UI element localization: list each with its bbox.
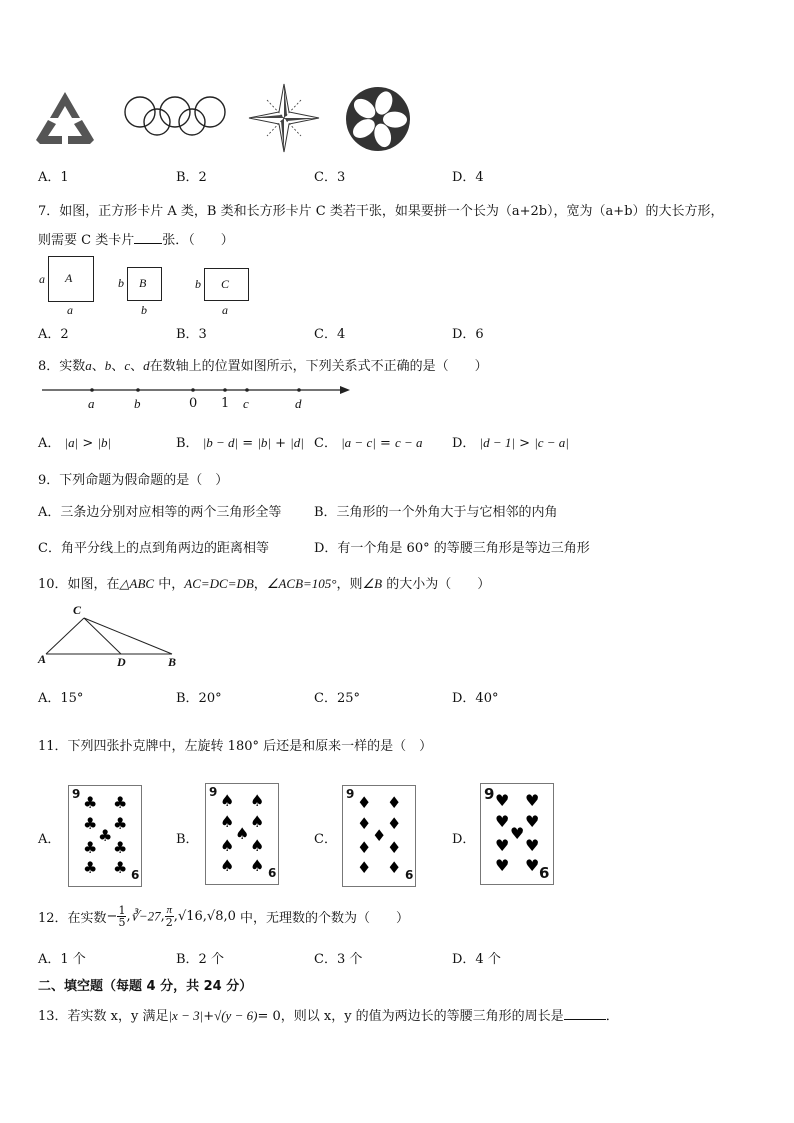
q11-card-spades[interactable]	[205, 783, 279, 885]
q7-text-post: 张．（ ）	[162, 233, 234, 248]
q13-sqrt-expr: √(y − 6)	[214, 1008, 258, 1023]
q12-option-c[interactable]: C．3 个	[314, 952, 363, 967]
diamond-icon: ♦	[357, 838, 372, 857]
recycle-symbol-icon	[34, 90, 96, 146]
q8-option-b-term2: |d|	[290, 435, 304, 450]
q11-card-spades-rank-bottom: 6	[268, 866, 277, 880]
q11-card-clubs-rank-bottom: 6	[131, 868, 140, 882]
q12-option-a[interactable]: A．1 个	[38, 952, 86, 967]
q10-target: ∠B	[362, 576, 383, 591]
q10-option-c[interactable]: C．25°	[314, 691, 360, 706]
q12-comma-5: ,	[223, 909, 228, 924]
club-icon: ♣	[83, 814, 98, 833]
q8-var-b: b	[104, 358, 112, 373]
heart-icon: ♥	[525, 856, 540, 875]
diamond-icon: ♦	[357, 814, 372, 833]
q10-triangle: △ABC	[119, 576, 155, 591]
q7-card-c-bottom-label: a	[222, 303, 228, 317]
q11-card-hearts[interactable]	[480, 783, 554, 885]
q10-label-b: B	[168, 655, 177, 669]
q8-sep-2: 、	[111, 359, 125, 374]
q8-sep-1: 、	[91, 359, 105, 374]
q13-abs-expr: |x − 3|	[168, 1008, 204, 1023]
q6-option-a[interactable]: A．1	[38, 170, 69, 185]
q8-option-b-letter: B．	[176, 436, 199, 451]
q13-text	[38, 1005, 619, 1024]
q10-equality: AC=DC=DB	[184, 576, 254, 591]
spade-icon: ♠	[250, 836, 265, 855]
q10-triangle-figure	[44, 612, 184, 660]
q7-card-c-side-label: b	[195, 277, 201, 291]
spade-icon: ♠	[250, 856, 265, 875]
q8-option-d-letter: D．	[452, 436, 476, 451]
q11-card-hearts-rank-bottom: 6	[539, 864, 550, 882]
q10-mid1: 中，	[154, 577, 185, 592]
heart-icon: ♥	[495, 836, 510, 855]
q11-card-clubs[interactable]	[68, 785, 142, 887]
q8-text	[38, 355, 488, 374]
q9-option-b[interactable]: B．三角形的一个外角大于与它相邻的内角	[314, 505, 558, 520]
q12-sqrt8: √8	[206, 909, 224, 924]
heart-icon: ♥	[525, 791, 540, 810]
q12-option-d[interactable]: D．4 个	[452, 952, 501, 967]
q12-fraction-pi-2	[165, 905, 174, 928]
heart-icon: ♥	[525, 812, 540, 831]
q8-option-a-rhs: |b|	[97, 435, 112, 450]
q7-option-b[interactable]: B．3	[176, 327, 207, 342]
q10-option-d[interactable]: D．40°	[452, 691, 499, 706]
q10-option-a[interactable]: A．15°	[38, 691, 84, 706]
q12-cbrt-neg27: ∛−27	[130, 908, 161, 924]
q13-text-pre: 13．若实数 x，y 满足	[38, 1009, 169, 1024]
q7-card-a-bottom-label: a	[67, 303, 73, 317]
q8-option-a-letter: A．	[38, 436, 61, 451]
q9-text: 9．下列命题为假命题的是（ ）	[38, 473, 229, 488]
diamond-icon: ♦	[357, 793, 372, 812]
q11-card-clubs-rank-top: 9	[72, 787, 81, 801]
q8-axis-label-c: c	[243, 396, 249, 411]
q12-frac1-num: 1	[118, 904, 126, 917]
club-icon: ♣	[98, 826, 113, 845]
q8-text-post: 在数轴上的位置如图所示，下列关系式不正确的是（ ）	[149, 359, 488, 374]
q8-option-d-rhs: |c − a|	[534, 435, 569, 450]
q11-option-c-letter[interactable]: C．	[314, 832, 337, 847]
heart-icon: ♥	[495, 812, 510, 831]
q8-axis-label-a: a	[88, 396, 95, 411]
q7-answer-blank[interactable]	[134, 231, 162, 244]
q8-option-d[interactable]	[452, 432, 569, 451]
q8-text-pre: 8．实数	[38, 359, 86, 374]
q6-option-d[interactable]: D．4	[452, 170, 484, 185]
club-icon: ♣	[113, 858, 128, 877]
q10-text-post: 的大小为（ ）	[382, 577, 491, 592]
q12-comma-3: ,	[173, 909, 178, 924]
q8-number-line	[38, 380, 358, 400]
q7-option-c[interactable]: C．4	[314, 327, 346, 342]
q11-card-spades-rank-top: 9	[209, 785, 218, 799]
q8-option-a[interactable]	[38, 432, 111, 451]
club-icon: ♣	[113, 838, 128, 857]
q8-option-b-op: =	[242, 436, 254, 451]
q8-axis-label-b: b	[134, 396, 141, 411]
club-icon: ♣	[83, 793, 98, 812]
q11-option-d-letter[interactable]: D．	[452, 832, 476, 847]
q8-option-c-rhs: c − a	[394, 435, 423, 450]
q12-frac1-den: 5	[118, 916, 126, 929]
club-icon: ♣	[83, 858, 98, 877]
q7-card-b-label: B	[139, 276, 147, 290]
q11-option-b-letter[interactable]: B．	[176, 832, 199, 847]
q8-axis-label-1: 1	[221, 396, 230, 411]
q10-mid2: ，	[253, 577, 267, 592]
q8-option-b[interactable]	[176, 432, 304, 451]
q8-option-b-plus: +	[275, 436, 287, 451]
q7-card-b	[127, 267, 162, 301]
spade-icon: ♠	[220, 812, 235, 831]
diamond-icon: ♦	[387, 858, 402, 877]
q12-option-b[interactable]: B．2 个	[176, 952, 224, 967]
heart-icon: ♥	[525, 836, 540, 855]
q8-var-a: a	[85, 358, 92, 373]
q10-label-d: D	[117, 655, 126, 669]
q12-comma-1: ,	[126, 909, 131, 924]
spade-icon: ♠	[250, 812, 265, 831]
diamond-icon: ♦	[372, 826, 387, 845]
diamond-icon: ♦	[387, 793, 402, 812]
q8-option-c-letter: C．	[314, 436, 337, 451]
section-heading-fill-in: 二、填空题（每题 4 分，共 24 分）	[38, 979, 253, 994]
q12-frac2-den: 2	[165, 916, 173, 929]
q11-card-diamonds[interactable]	[342, 785, 416, 887]
q11-card-hearts-rank-top: 9	[484, 785, 495, 803]
q8-sep-3: 、	[130, 359, 144, 374]
q8-option-a-op: >	[82, 436, 94, 451]
spade-icon: ♠	[235, 824, 250, 843]
q6-option-c[interactable]: C．3	[314, 170, 346, 185]
q12-neg-sign: −	[106, 909, 118, 924]
q7-card-a	[48, 256, 94, 302]
q8-option-c-lhs: |a − c|	[341, 435, 376, 450]
q7-card-c-label: C	[221, 277, 230, 291]
q8-option-b-lhs: |b − d|	[202, 435, 239, 450]
heart-icon: ♥	[495, 791, 510, 810]
bauhinia-flower-icon	[345, 86, 411, 152]
q7-text-pre: 则需要 C 类卡片	[38, 233, 135, 248]
q9-option-c[interactable]: C．角平分线上的点到角两边的距离相等	[38, 541, 269, 556]
olympic-rings-icon	[120, 96, 230, 136]
q7-card-a-label: A	[65, 271, 73, 285]
q8-axis-label-0: 0	[189, 396, 198, 411]
q11-card-diamonds-rank-bottom: 6	[405, 868, 414, 882]
q12-text	[38, 905, 409, 928]
heart-icon: ♥	[495, 856, 510, 875]
diamond-icon: ♦	[387, 814, 402, 833]
q8-option-d-lhs: |d − 1|	[479, 435, 515, 450]
club-icon: ♣	[113, 814, 128, 833]
q11-card-diamonds-rank-top: 9	[346, 787, 355, 801]
spade-icon: ♠	[220, 856, 235, 875]
q7-card-a-side-label: a	[39, 272, 45, 286]
q13-plus: +	[203, 1009, 215, 1024]
heart-icon: ♥	[510, 824, 525, 843]
q8-option-c-op: =	[379, 436, 391, 451]
q12-sqrt16: √16	[177, 909, 203, 924]
q8-option-c[interactable]	[314, 432, 423, 451]
q7-option-d[interactable]: D．6	[452, 327, 484, 342]
q12-zero: 0	[227, 909, 236, 924]
q8-option-b-term1: |b|	[257, 435, 271, 450]
q10-option-b[interactable]: B．20°	[176, 691, 222, 706]
q9-option-d[interactable]: D．有一个角是 60° 的等腰三角形是等边三角形	[314, 541, 590, 556]
q7-text-line1: 7．如图，正方形卡片 A 类，B 类和长方形卡片 C 类若干张，如果要拼一个长为（a+2b），宽为（a+b）的大长方形，	[38, 204, 724, 219]
spade-icon: ♠	[220, 836, 235, 855]
club-icon: ♣	[113, 793, 128, 812]
q12-frac2-num: π	[166, 904, 173, 916]
q8-option-d-op: >	[519, 436, 531, 451]
q11-text: 11．下列四张扑克牌中，左旋转 180° 后还是和原来一样的是（ ）	[38, 739, 433, 754]
q12-comma-2: ,	[160, 909, 165, 924]
q13-eq-zero: = 0	[257, 1009, 281, 1024]
club-icon: ♣	[83, 838, 98, 857]
q8-axis-label-d: d	[295, 396, 302, 411]
q6-option-b[interactable]: B．2	[176, 170, 207, 185]
q7-text-line2	[38, 229, 234, 248]
q7-card-b-bottom-label: b	[141, 303, 147, 317]
q13-text-post: ，则以 x，y 的值为两边长的等腰三角形的周长是	[280, 1009, 564, 1024]
spade-icon: ♠	[220, 791, 235, 810]
q10-label-a: A	[38, 652, 47, 666]
q8-var-c: c	[124, 358, 131, 373]
q10-mid3: ，则	[336, 577, 363, 592]
spade-icon: ♠	[250, 791, 265, 810]
q9-option-a[interactable]: A．三条边分别对应相等的两个三角形全等	[38, 505, 282, 520]
q10-label-c: C	[73, 603, 82, 617]
diamond-icon: ♦	[387, 838, 402, 857]
q12-text-pre: 12．在实数	[38, 911, 107, 926]
q8-option-a-lhs: |a|	[64, 435, 79, 450]
q11-option-a-letter[interactable]: A．	[38, 832, 61, 847]
q13-end: ．	[605, 1009, 619, 1024]
compass-star-icon	[247, 82, 321, 154]
q7-card-c	[204, 268, 249, 301]
q10-text-pre: 10．如图，在	[38, 577, 120, 592]
q10-text	[38, 573, 490, 592]
q10-angle: ∠ACB=105°	[266, 576, 337, 591]
q13-answer-blank[interactable]	[564, 1007, 606, 1020]
q8-var-d: d	[143, 358, 150, 373]
q12-comma-4: ,	[202, 909, 207, 924]
diamond-icon: ♦	[357, 858, 372, 877]
q7-card-b-side-label: b	[118, 276, 124, 290]
q12-text-post: 中，无理数的个数为（ ）	[235, 911, 410, 926]
q7-option-a[interactable]: A．2	[38, 327, 69, 342]
